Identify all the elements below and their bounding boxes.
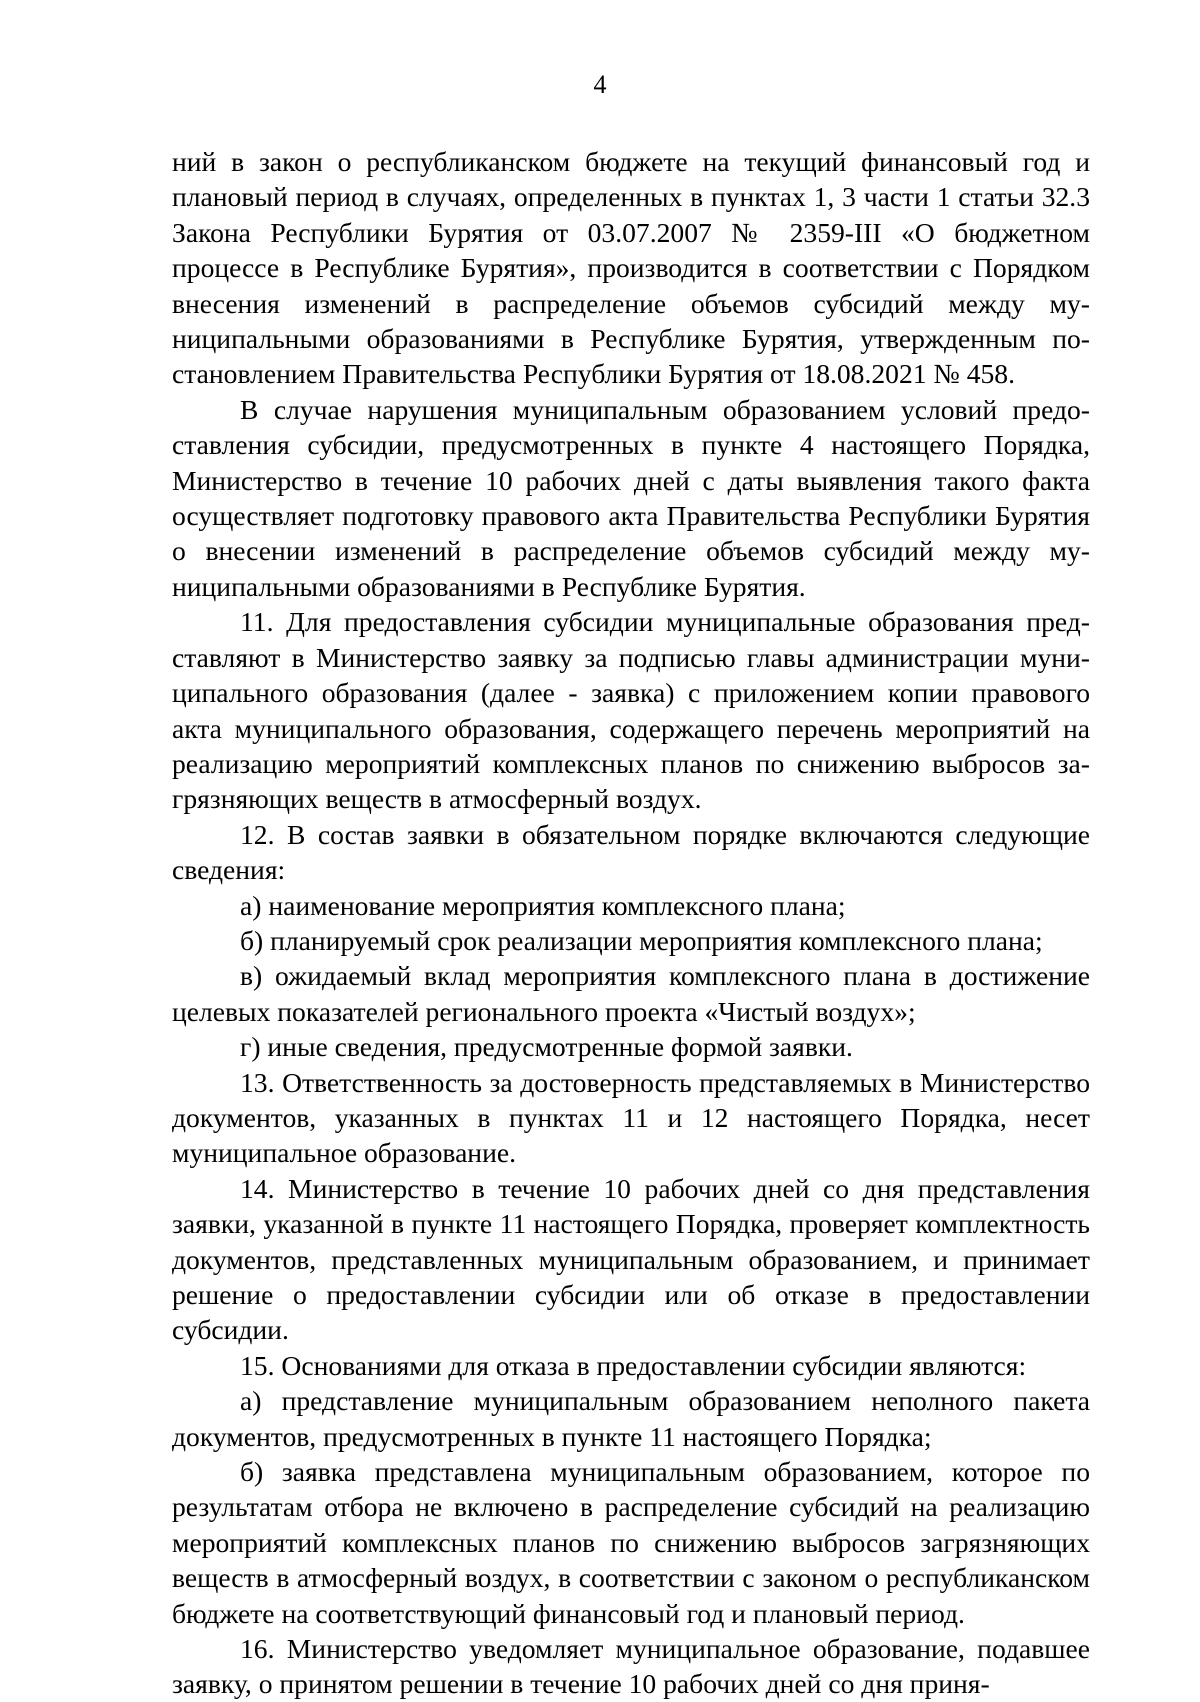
paragraph-12: 12. В состав заявки в обязательном порядке включаются следующие сведения:: [172, 818, 1090, 886]
paragraph-13: 13. Ответственность за достоверность представляемых в Министерство документов, указанных в пунктах 11 и 12 настоящего Порядка, несет муниципальное образование.: [172, 1066, 1090, 1169]
paragraph-continuation: ний в закон о республиканском бюджете на текущий финансовый год и плановый период в случаях, определенных в пунктах 1, 3 части 1 статьи 32.3 Закона Республики Бурятия от 03.07.2007 № 2359-III «О бюджетном процессе в Республике Бурятия», производится в соответствии с Порядком внесения изменений в распределение объемов субсидий между муниципальными образованиями в Республике Бурятия, утвержденным постановлением Правительства Республики Бурятия от 18.08.2021 № 458.: [172, 146, 1090, 390]
paragraph-14: 14. Министерство в течение 10 рабочих дней со дня представления заявки, указанной в пункте 11 настоящего Порядка, проверяет комплектность документов, представленных муниципальным образованием, и принимает решение о предоставлении субсидии или об отказе в предоставлении субсидии.: [172, 1172, 1090, 1346]
list-item-12b: б) планируемый срок реализации мероприятия комплексного плана;: [240, 924, 1043, 956]
list-item-12v: в) ожидаемый вклад мероприятия комплексного плана в достижение целевых показателей регионального проекта «Чистый воздух»;: [172, 960, 1090, 1027]
paragraph-16: 16. Министерство уведомляет муниципальное образование, подавшее заявку, о принятом решении в течение 10 рабочих дней со дня приня-: [172, 1633, 1090, 1700]
list-item-15a: а) представление муниципальным образованием неполного пакета документов, предусмотренных в пункте 11 настоящего Порядка;: [172, 1385, 1090, 1452]
paragraph-15: 15. Основаниями для отказа в предоставлении субсидии являются:: [240, 1349, 1027, 1381]
list-item-12a: а) наименование мероприятия комплексного плана;: [240, 889, 846, 921]
paragraph-11: 11. Для предоставления субсидии муниципальные образования представляют в Министерство заявку за подписью главы администрации муниципального образования (далее - заявка) с приложением копии правового акта муниципального образования, содержащего перечень мероприятий на реализацию мероприятий комплексных планов по снижению выбросов загрязняющих веществ в атмосферный воздух.: [172, 606, 1090, 815]
paragraph-violation: В случае нарушения муниципальным образованием условий предоставления субсидии, предусмотренных в пункте 4 настоящего Порядка, Министерство в течение 10 рабочих дней с даты выявления такого факта осуществляет подготовку правового акта Правительства Республики Бурятия о внесении изменений в распределение объемов субсидий между муниципальными образованиями в Республике Бурятия.: [172, 393, 1090, 602]
list-item-15b: б) заявка представлена муниципальным образованием, которое по результатам отбора не включено в распределение субсидий на реализацию мероприятий комплексных планов по снижению выбросов загрязняющих веществ в атмосферный воздух, в соответствии с законом о республиканском бюджете на соответствующий финансовый год и плановый период.: [172, 1456, 1090, 1629]
page-number: 4: [593, 70, 607, 99]
document-body: [172, 144, 1090, 1702]
list-item-12g: г) иные сведения, предусмотренные формой заявки.: [240, 1031, 853, 1063]
